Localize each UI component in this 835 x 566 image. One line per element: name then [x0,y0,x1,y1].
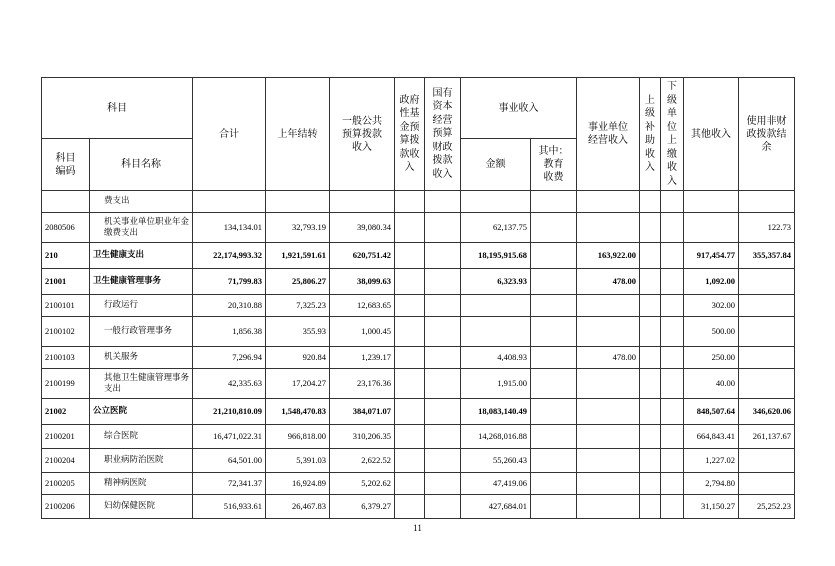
row-total: 516,933.61 [193,495,266,519]
row-total [193,191,266,213]
row-superior-subsidy [640,295,661,317]
table-row [42,269,795,295]
row-edu-fee [531,495,577,519]
row-other-income: 250.00 [684,347,739,369]
row-inst-operating: 478.00 [577,347,640,369]
row-state-capital [425,495,461,519]
row-general-budget: 6,379.27 [330,495,395,519]
row-subordinate-payment [661,269,684,295]
row-total: 71,799.83 [193,269,266,295]
row-name: 机关服务 [90,347,193,369]
row-nonfiscal-balance [739,369,795,399]
row-state-capital [425,295,461,317]
row-total: 7,296.94 [193,347,266,369]
row-other-income [684,213,739,243]
table-row [42,369,795,399]
row-gov-fund [395,295,425,317]
row-inst-operating [577,295,640,317]
row-gov-fund [395,473,425,495]
row-carryover: 1,548,470.83 [266,399,330,425]
row-code: 2100206 [42,495,90,519]
row-other-income: 1,227.02 [684,449,739,473]
row-code: 21001 [42,269,90,295]
row-code: 2100102 [42,317,90,347]
table-row [42,243,795,269]
row-gov-fund [395,317,425,347]
row-subordinate-payment [661,191,684,213]
row-carryover: 966,818.00 [266,425,330,449]
row-edu-fee [531,449,577,473]
row-amount [461,191,531,213]
row-code: 2080506 [42,213,90,243]
header-gov-fund: 政府 性基 金预 算拨 款收 入 [395,78,425,191]
row-state-capital [425,425,461,449]
row-state-capital [425,269,461,295]
row-edu-fee [531,347,577,369]
header-institution-income: 事业收入 [461,78,577,139]
row-state-capital [425,369,461,399]
header-subject-name: 科目名称 [90,139,193,191]
row-general-budget: 2,622.52 [330,449,395,473]
row-other-income: 302.00 [684,295,739,317]
row-name: 机关事业单位职业年金缴费支出 [90,213,193,243]
row-state-capital [425,347,461,369]
row-inst-operating: 478.00 [577,269,640,295]
row-code: 21002 [42,399,90,425]
row-superior-subsidy [640,191,661,213]
row-total: 42,335.63 [193,369,266,399]
header-general-budget: 一般公共 预算拨款 收入 [330,78,395,191]
row-amount: 14,268,016.88 [461,425,531,449]
row-gov-fund [395,425,425,449]
row-gov-fund [395,399,425,425]
row-code: 2100199 [42,369,90,399]
table-row [42,191,795,213]
row-name: 综合医院 [90,425,193,449]
row-inst-operating [577,369,640,399]
row-subordinate-payment [661,369,684,399]
row-edu-fee [531,191,577,213]
row-code: 210 [42,243,90,269]
row-amount: 427,684.01 [461,495,531,519]
row-superior-subsidy [640,425,661,449]
row-other-income: 2,794.80 [684,473,739,495]
row-superior-subsidy [640,317,661,347]
header-total: 合计 [193,78,266,191]
row-state-capital [425,243,461,269]
row-gov-fund [395,495,425,519]
table-row [42,495,795,519]
row-name: 妇幼保健医院 [90,495,193,519]
row-general-budget: 620,751.42 [330,243,395,269]
row-amount: 6,323.93 [461,269,531,295]
page-number: 11 [413,523,422,533]
row-state-capital [425,473,461,495]
row-nonfiscal-balance: 25,252.23 [739,495,795,519]
row-carryover: 32,793.19 [266,213,330,243]
row-carryover [266,191,330,213]
row-general-budget: 23,176.36 [330,369,395,399]
row-edu-fee [531,399,577,425]
row-state-capital [425,317,461,347]
row-amount [461,295,531,317]
row-inst-operating [577,425,640,449]
row-amount: 55,260.43 [461,449,531,473]
header-amount: 金额 [461,139,531,191]
header-subject: 科目 [42,78,193,139]
row-carryover: 26,467.83 [266,495,330,519]
row-inst-operating [577,449,640,473]
row-edu-fee [531,213,577,243]
row-code: 2100201 [42,425,90,449]
row-gov-fund [395,347,425,369]
header-nonfiscal-balance: 使用非财 政拨款结 余 [739,78,795,191]
row-other-income: 1,092.00 [684,269,739,295]
row-nonfiscal-balance [739,295,795,317]
row-subordinate-payment [661,243,684,269]
row-other-income: 917,454.77 [684,243,739,269]
row-amount: 62,137.75 [461,213,531,243]
row-subordinate-payment [661,295,684,317]
row-inst-operating [577,317,640,347]
row-subordinate-payment [661,213,684,243]
row-general-budget: 12,683.65 [330,295,395,317]
row-amount: 47,419.06 [461,473,531,495]
row-subordinate-payment [661,495,684,519]
row-superior-subsidy [640,269,661,295]
row-nonfiscal-balance: 261,137.67 [739,425,795,449]
header-subordinate-payment: 下 级 单 位 上 缴 收 入 [661,78,684,191]
row-carryover: 17,204.27 [266,369,330,399]
row-superior-subsidy [640,473,661,495]
row-code: 2100101 [42,295,90,317]
row-superior-subsidy [640,347,661,369]
table-row [42,425,795,449]
row-total: 64,501.00 [193,449,266,473]
row-name: 职业病防治医院 [90,449,193,473]
row-edu-fee [531,295,577,317]
table-row [42,347,795,369]
row-general-budget: 1,000.45 [330,317,395,347]
row-subordinate-payment [661,473,684,495]
row-nonfiscal-balance [739,191,795,213]
table-row [42,317,795,347]
row-total: 1,856.38 [193,317,266,347]
row-state-capital [425,191,461,213]
row-name: 行政运行 [90,295,193,317]
row-inst-operating [577,495,640,519]
table-row [42,295,795,317]
row-edu-fee [531,425,577,449]
row-gov-fund [395,269,425,295]
row-inst-operating: 163,922.00 [577,243,640,269]
row-general-budget: 5,202.62 [330,473,395,495]
row-code: 2100103 [42,347,90,369]
row-total: 16,471,022.31 [193,425,266,449]
row-edu-fee [531,317,577,347]
row-state-capital [425,449,461,473]
row-total: 134,134.01 [193,213,266,243]
row-subordinate-payment [661,449,684,473]
row-inst-operating [577,399,640,425]
header-other-income: 其他收入 [684,78,739,191]
row-name: 卫生健康支出 [90,243,193,269]
table-row [42,449,795,473]
row-gov-fund [395,369,425,399]
row-code [42,191,90,213]
row-other-income: 848,507.64 [684,399,739,425]
row-other-income: 500.00 [684,317,739,347]
row-nonfiscal-balance [739,347,795,369]
row-gov-fund [395,243,425,269]
budget-table [41,77,795,519]
row-total: 21,210,810.09 [193,399,266,425]
row-general-budget: 1,239.17 [330,347,395,369]
header-state-capital: 国有 资本 经营 预算 财政 拨款 收入 [425,78,461,191]
row-code: 2100204 [42,449,90,473]
row-general-budget: 39,080.34 [330,213,395,243]
row-carryover: 1,921,591.61 [266,243,330,269]
row-nonfiscal-balance [739,269,795,295]
row-carryover: 25,806.27 [266,269,330,295]
row-carryover: 920.84 [266,347,330,369]
row-other-income: 40.00 [684,369,739,399]
row-total: 20,310.88 [193,295,266,317]
row-state-capital [425,213,461,243]
table-row [42,399,795,425]
row-inst-operating [577,213,640,243]
row-amount: 18,195,915.68 [461,243,531,269]
row-nonfiscal-balance: 346,620.06 [739,399,795,425]
row-general-budget: 384,071.07 [330,399,395,425]
row-name: 精神病医院 [90,473,193,495]
row-other-income: 664,843.41 [684,425,739,449]
row-carryover: 355.93 [266,317,330,347]
row-carryover: 16,924.89 [266,473,330,495]
header-carryover: 上年结转 [266,78,330,191]
row-name: 公立医院 [90,399,193,425]
row-gov-fund [395,191,425,213]
row-inst-operating [577,191,640,213]
row-subordinate-payment [661,347,684,369]
row-edu-fee [531,369,577,399]
row-subordinate-payment [661,317,684,347]
row-total: 72,341.37 [193,473,266,495]
row-state-capital [425,399,461,425]
row-carryover: 5,391.03 [266,449,330,473]
row-nonfiscal-balance [739,473,795,495]
row-amount: 18,083,140.49 [461,399,531,425]
row-inst-operating [577,473,640,495]
row-other-income: 31,150.27 [684,495,739,519]
row-general-budget: 310,206.35 [330,425,395,449]
row-gov-fund [395,449,425,473]
row-superior-subsidy [640,495,661,519]
row-name: 卫生健康管理事务 [90,269,193,295]
row-carryover: 7,325.23 [266,295,330,317]
row-edu-fee [531,269,577,295]
row-amount [461,317,531,347]
row-name: 一般行政管理事务 [90,317,193,347]
row-total: 22,174,993.32 [193,243,266,269]
row-name: 费支出 [90,191,193,213]
table-row [42,473,795,495]
row-superior-subsidy [640,449,661,473]
row-subordinate-payment [661,399,684,425]
row-superior-subsidy [640,243,661,269]
row-amount: 1,915.00 [461,369,531,399]
row-superior-subsidy [640,213,661,243]
row-name: 其他卫生健康管理事务支出 [90,369,193,399]
row-general-budget [330,191,395,213]
header-superior-subsidy: 上 级 补 助 收 入 [640,78,661,191]
row-gov-fund [395,213,425,243]
row-code: 2100205 [42,473,90,495]
row-superior-subsidy [640,369,661,399]
row-nonfiscal-balance [739,449,795,473]
row-edu-fee [531,243,577,269]
header-subject-code: 科目 编码 [42,139,90,191]
row-subordinate-payment [661,425,684,449]
table-row [42,213,795,243]
row-nonfiscal-balance [739,317,795,347]
row-other-income [684,191,739,213]
header-inst-operating: 事业单位 经营收入 [577,78,640,191]
row-nonfiscal-balance: 122.73 [739,213,795,243]
row-superior-subsidy [640,399,661,425]
row-amount: 4,408.93 [461,347,531,369]
row-general-budget: 38,099.63 [330,269,395,295]
row-edu-fee [531,473,577,495]
row-nonfiscal-balance: 355,357.84 [739,243,795,269]
header-of-which-edu: 其中： 教育 收费 [531,139,577,191]
